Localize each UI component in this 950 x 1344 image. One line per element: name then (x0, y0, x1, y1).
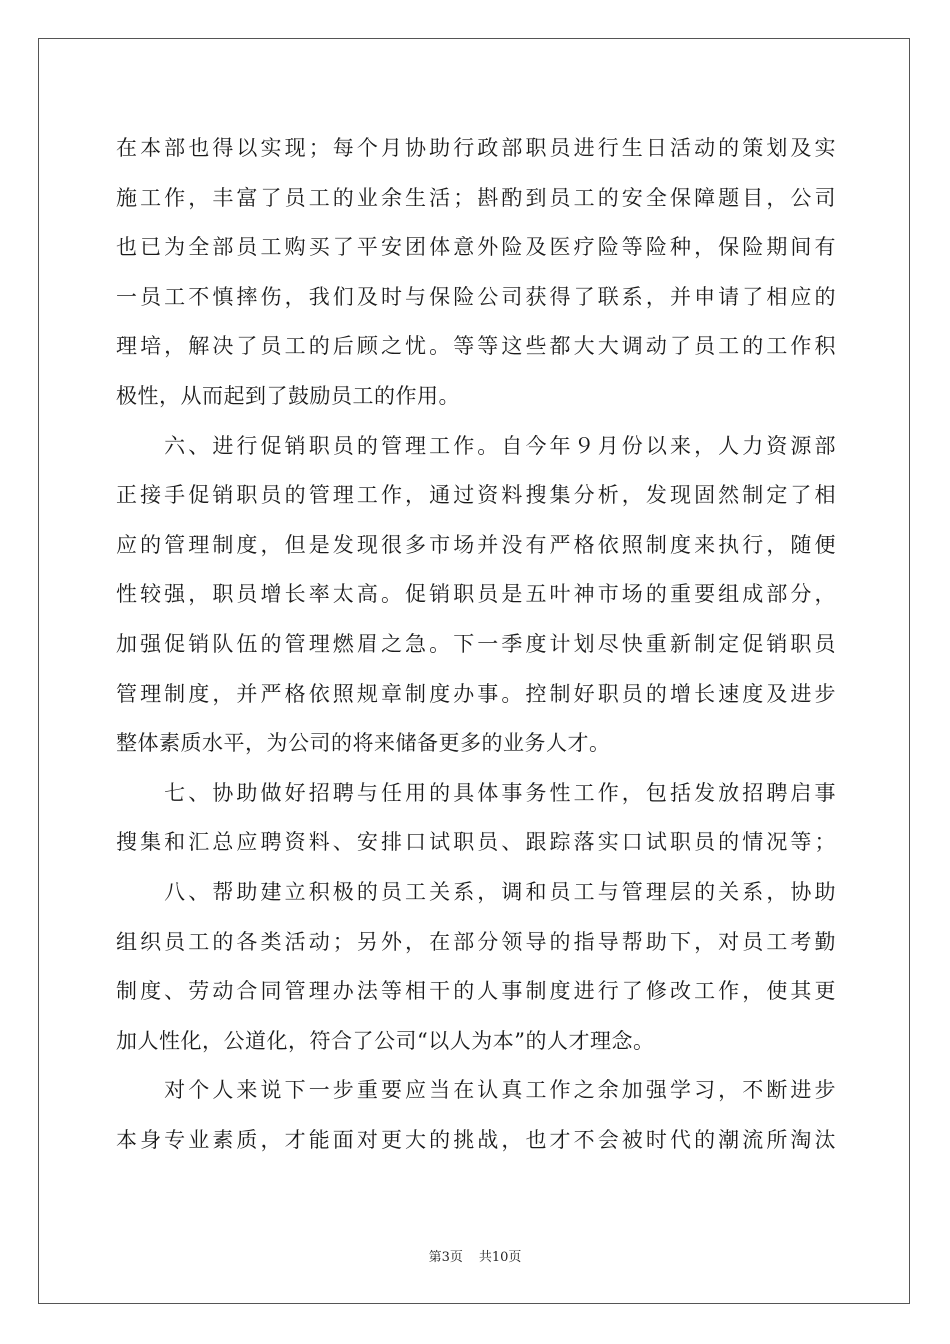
text-line: 八、帮助建立积极的员工关系，调和员工与管理层的关系，协助 (116, 879, 836, 904)
text-line: 本身专业素质，才能面对更大的挑战，也才不会被时代的潮流所淘汰 (116, 1127, 836, 1152)
page-footer (0, 1246, 950, 1265)
text-line: 加人性化，公道化，符合了公司“以人为本”的人才理念。 (116, 1028, 655, 1053)
text-line: 加强促销队伍的管理燃眉之急。下一季度计划尽快重新制定促销职员 (116, 631, 836, 656)
text-line: 性较强，职员增长率太高。促销职员是五叶神市场的重要组成部分， (116, 582, 836, 607)
text-line: 七、协助做好招聘与任用的具体事务性工作，包括发放招聘启事 (116, 780, 836, 805)
page-number: 第3页 (428, 1250, 463, 1265)
text-line: 在本部也得以实现；每个月协助行政部职员进行生日活动的策划及实 (116, 136, 836, 160)
text-line: 管理制度，并严格依照规章制度办事。控制好职员的增长速度及进步 (116, 681, 836, 706)
text-line: 正接手促销职员的管理工作，通过资料搜集分析，发现固然制定了相 (116, 483, 836, 508)
text-line: 也已为全部员工购买了平安团体意外险及医疗险等险种，保险期间有 (116, 235, 836, 260)
text-line: 对个人来说下一步重要应当在认真工作之余加强学习，不断进步 (116, 1078, 836, 1103)
text-line: 施工作，丰富了员工的业余生活；斟酌到员工的安全保障题目，公司 (116, 185, 836, 210)
document-body (116, 124, 836, 1165)
text-line: 整体素质水平，为公司的将来储备更多的业务人才。 (116, 731, 611, 756)
text-line: 理培，解决了员工的后顾之忧。等等这些都大大调动了员工的工作积 (116, 334, 836, 359)
text-line: 组织员工的各类活动；另外，在部分领导的指导帮助下，对员工考勤 (116, 929, 836, 954)
text-line: 制度、劳动合同管理办法等相干的人事制度进行了修改工作，使其更 (116, 979, 836, 1004)
text-line: 六、进行促销职员的管理工作。自今年９月份以来，人力资源部 (116, 433, 836, 458)
text-line: 一员工不慎摔伤，我们及时与保险公司获得了联系，并申请了相应的 (116, 284, 836, 309)
text-line: 应的管理制度，但是发现很多市场并没有严格依照制度来执行，随便 (116, 532, 836, 557)
page-total: 共10页 (478, 1250, 522, 1265)
text-line: 搜集和汇总应聘资料、安排口试职员、跟踪落实口试职员的情况等； (116, 830, 836, 855)
text-line: 极性，从而起到了鼓励员工的作用。 (116, 383, 460, 408)
